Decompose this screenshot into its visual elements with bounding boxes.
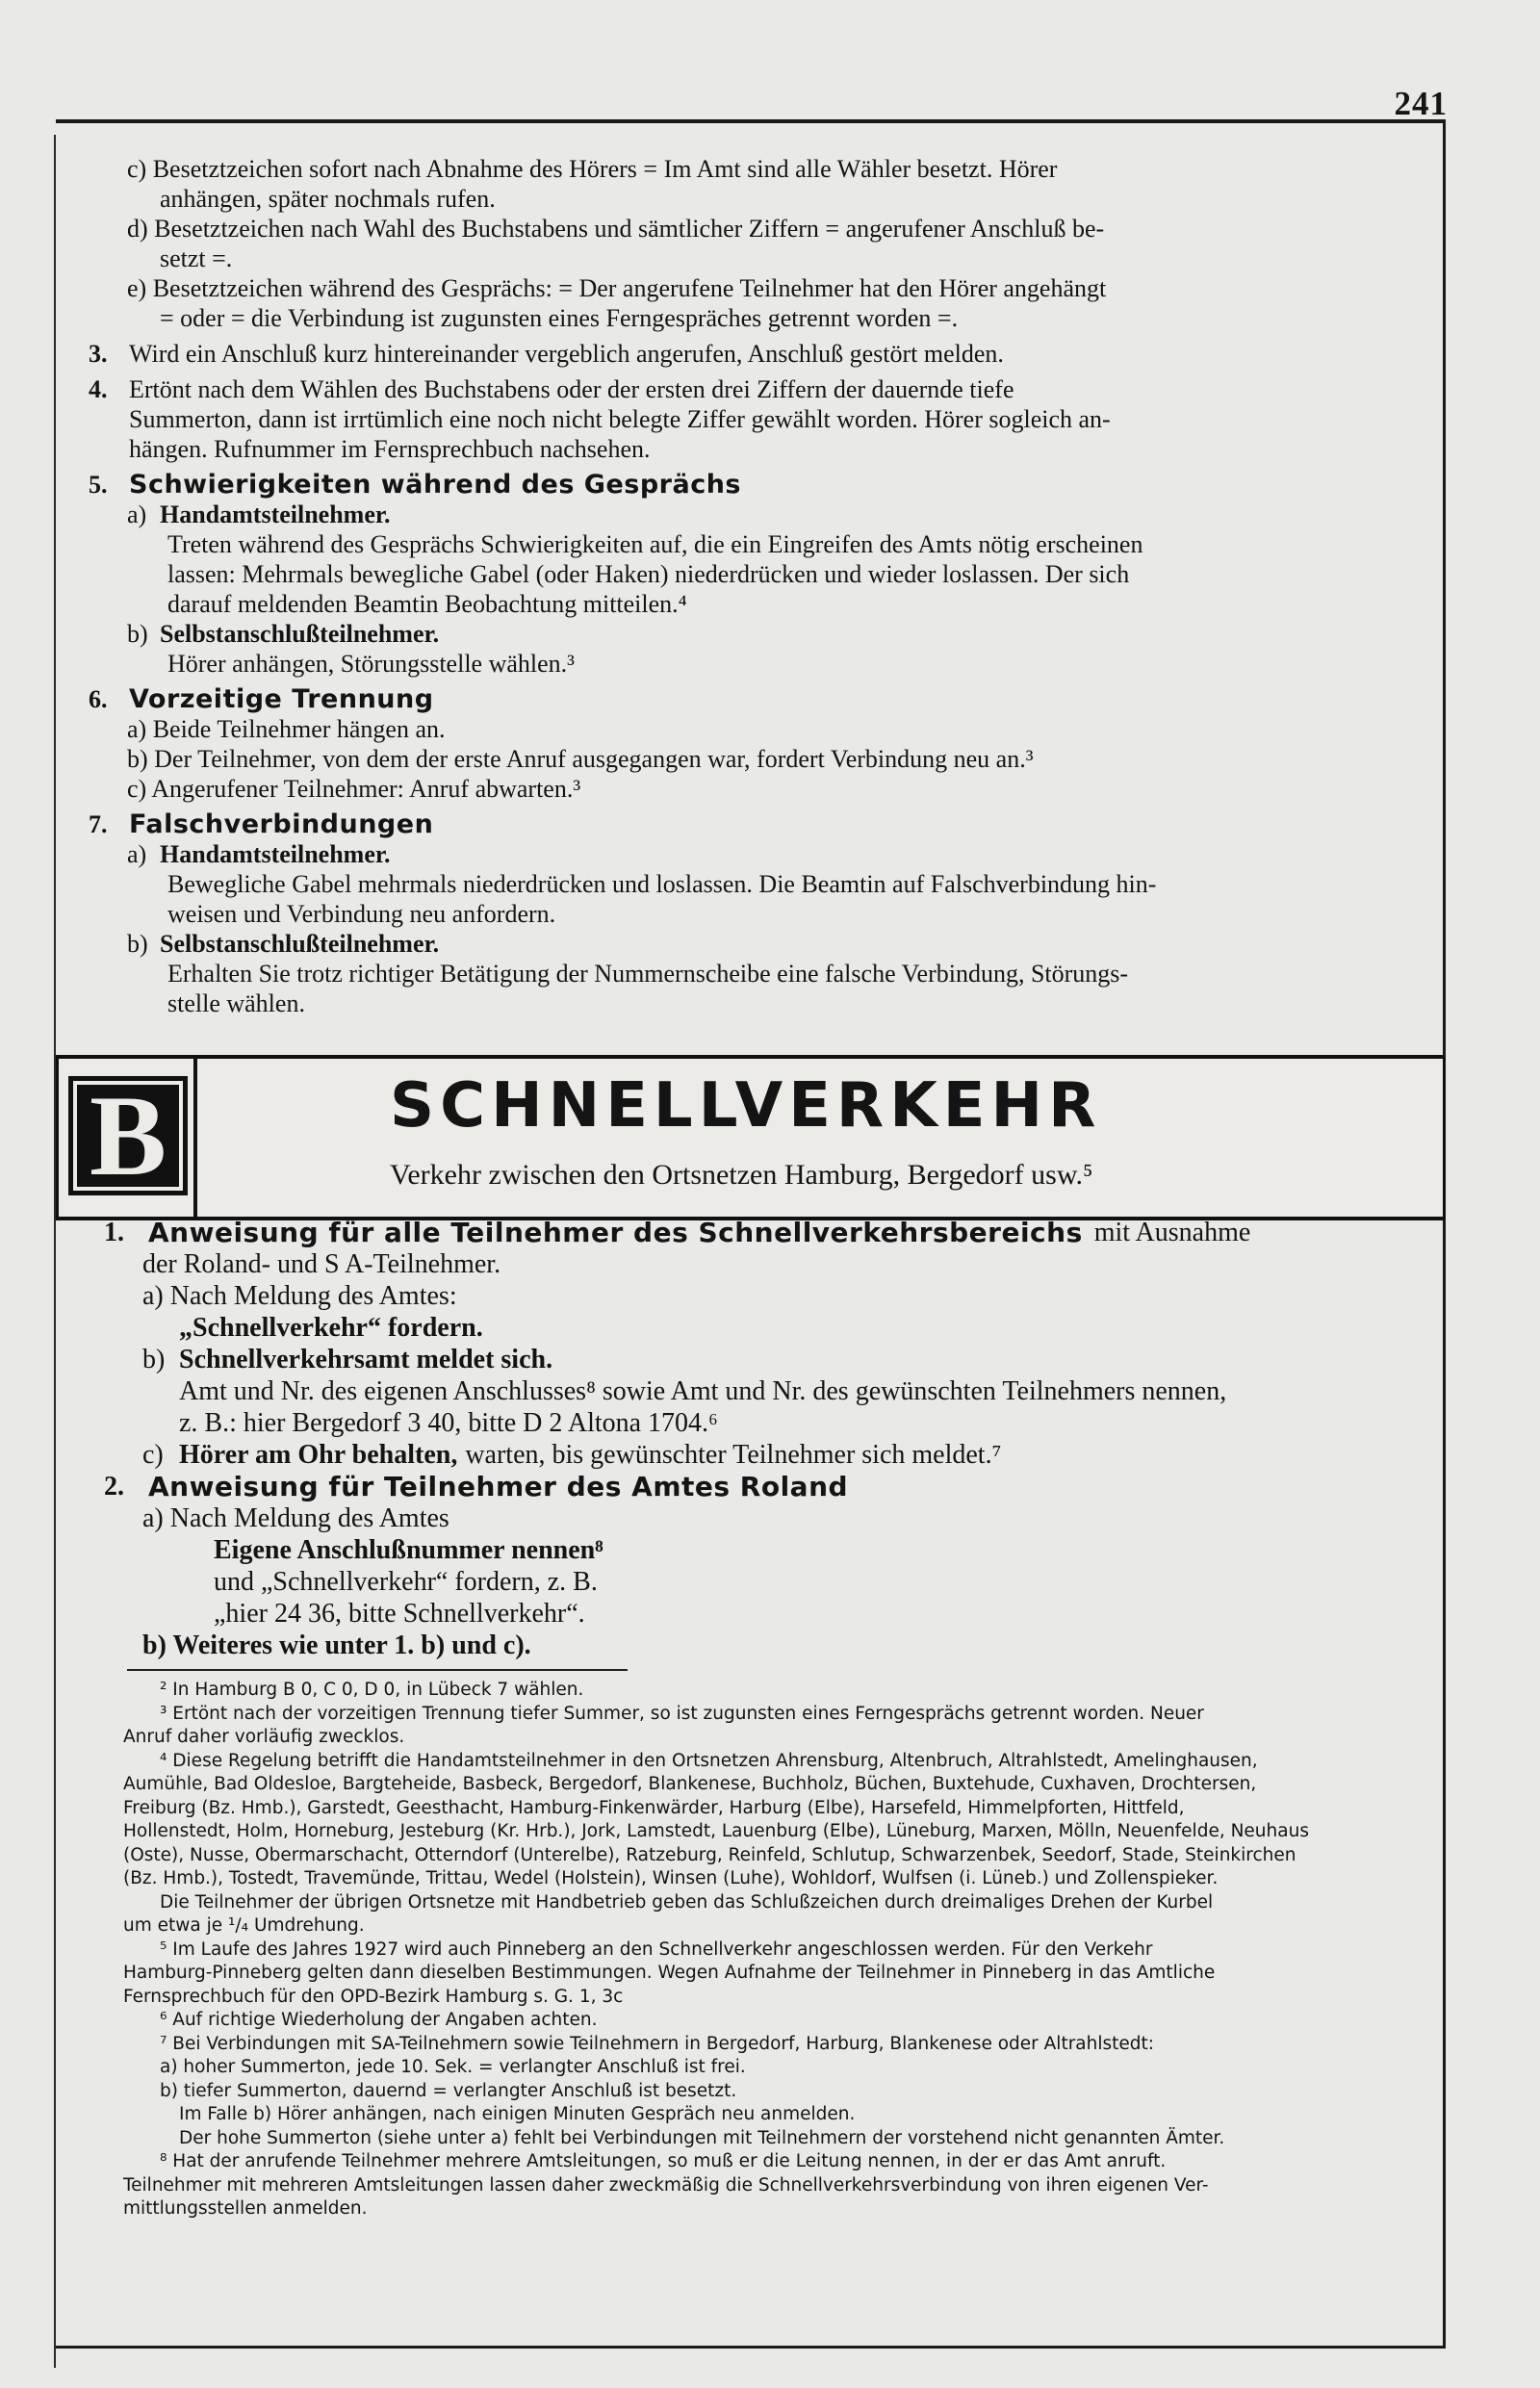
section-5a-line3: darauf meldenden Beamtin Beobachtung mitteilen.⁴ — [167, 590, 687, 618]
instruction-2a-line1: Eigene Anschlußnummer nennen⁸ — [214, 1535, 603, 1565]
footnote-4-line4: Hollenstedt, Holm, Horneburg, Jesteburg (Kr. Hrb.), Jork, Lamstedt, Lauenburg (Elbe), Lüneburg, Marxen, Mölln, Neuenfelde, Neuhaus — [123, 1821, 1309, 1841]
section-7b-label: b) — [127, 930, 148, 958]
instruction-1-title: Anweisung für alle Teilnehmer des Schnellverkehrsbereichs — [148, 1217, 1083, 1248]
footnote-4-line5: (Oste), Nusse, Obermarschacht, Otterndorf (Unterelbe), Ratzeburg, Reinfeld, Schlutup, Schwarzenbek, Seedorf, Stade, Steinkirchen — [123, 1844, 1296, 1865]
footnote-4-line3: Freiburg (Bz. Hmb.), Garstedt, Geesthacht, Hamburg-Finkenwärder, Harburg (Elbe), Harsefeld, Himmelpforten, Hittfeld, — [123, 1797, 1185, 1818]
instruction-1-number: 1. — [104, 1218, 124, 1247]
section-5a-line1: Treten während des Gesprächs Schwierigkeiten auf, die ein Eingreifen des Amts nötig erscheinen — [167, 530, 1143, 558]
section-7b-heading — [123, 929, 1423, 959]
section-6-number: 6. — [89, 685, 108, 713]
paragraph-4-line1: Ertönt nach dem Wählen des Buchstabens oder der ersten drei Ziffern der dauernde tiefe — [129, 375, 1014, 403]
instruction-1b-line2: z. B.: hier Bergedorf 3 40, bitte D 2 Altona 1704.⁶ — [179, 1408, 718, 1438]
instruction-1b-title: Schnellverkehrsamt meldet sich. — [179, 1345, 553, 1374]
instruction-1b-heading — [123, 1344, 1432, 1375]
section-5-heading — [89, 470, 1423, 500]
instruction-2-title: Anweisung für Teilnehmer des Amtes Roland — [148, 1471, 849, 1502]
footnote-4-line7: Die Teilnehmer der übrigen Ortsnetze mit Handbetrieb geben das Schlußzeichen durch dreimaliges Drehen der Kurbel — [160, 1891, 1214, 1913]
section-5-title: Schwierigkeiten während des Gesprächs — [129, 470, 741, 500]
section-b-letter-box — [68, 1071, 188, 1199]
section-7a-heading — [123, 839, 1423, 869]
footnote-3-line2: Anruf daher vorläufig zwecklos. — [123, 1727, 405, 1747]
section-5b-title: Selbstanschlußteilnehmer. — [160, 620, 440, 648]
instruction-2a: a) Nach Meldung des Amtes — [142, 1503, 449, 1533]
instruction-1c — [123, 1439, 1432, 1471]
banner-divider — [193, 1059, 197, 1217]
instruction-2a-line3: „hier 24 36, bitte Schnellverkehr“. — [214, 1599, 585, 1629]
section-7b-title: Selbstanschlußteilnehmer. — [160, 930, 440, 958]
footnote-4-line2: Aumühle, Bad Oldesloe, Bargteheide, Basbeck, Bergedorf, Blankenese, Buchholz, Büchen, Buxtehude, Cuxhaven, Drochtersen, — [123, 1774, 1257, 1794]
item-e-line2: = oder = die Verbindung ist zugunsten eines Ferngespräches getrennt worden =. — [160, 304, 959, 332]
section-7-heading — [89, 809, 1423, 839]
paragraph-3 — [89, 339, 1423, 369]
footnote-2: ² In Hamburg B 0, C 0, D 0, in Lübeck 7 wählen. — [160, 1680, 584, 1700]
instruction-1-line2: der Roland- und S A-Teilnehmer. — [142, 1249, 501, 1279]
section-6c: c) Angerufener Teilnehmer: Anruf abwarten.³ — [127, 775, 581, 803]
section-7a-line1: Bewegliche Gabel mehrmals niederdrücken und loslassen. Die Beamtin auf Falschverbindung hin- — [167, 870, 1157, 898]
paragraph-4 — [89, 374, 1423, 404]
section-6-heading — [89, 684, 1423, 714]
banner-subtitle: Verkehr zwischen den Ortsnetzen Hamburg, Bergedorf usw.⁵ — [390, 1159, 1093, 1191]
footnote-4-line1: ⁴ Diese Regelung betrifft die Handamtsteilnehmer in den Ortsnetzen Ahrensburg, Altenbruch, Altrahlstedt, Amelinghausen, — [160, 1750, 1258, 1771]
instruction-1c-tail: warten, bis gewünschter Teilnehmer sich meldet.⁷ — [465, 1440, 1002, 1470]
footnote-rule — [127, 1669, 628, 1671]
footnote-8-line3: mittlungsstellen anmelden. — [123, 2198, 368, 2219]
section-5a-line2: lassen: Mehrmals bewegliche Gabel (oder Haken) niederdrücken und wieder loslassen. Der sich — [167, 560, 1130, 588]
footnote-8-line1: ⁸ Hat der anrufende Teilnehmer mehrere Amtsleitungen, so muß er die Leitung nennen, in der er das Amt anruft. — [160, 2151, 1167, 2171]
section-6b: b) Der Teilnehmer, von dem der erste Anruf ausgegangen war, fordert Verbindung neu an.³ — [127, 745, 1034, 773]
paragraph-3-text: Wird ein Anschluß kurz hintereinander vergeblich angerufen, Anschluß gestört melden. — [129, 340, 1004, 368]
footnote-7-line1: ⁷ Bei Verbindungen mit SA-Teilnehmern sowie Teilnehmern in Bergedorf, Harburg, Blankenese oder Altrahlstedt: — [160, 2033, 1155, 2054]
section-7b-line2: stelle wählen. — [167, 989, 305, 1017]
footnote-7-line3: b) tiefer Summerton, dauernd = verlangter Anschluß ist besetzt. — [160, 2080, 737, 2101]
section-7b-line1: Erhalten Sie trotz richtiger Betätigung der Nummernscheibe eine falsche Verbindung, Störungs- — [167, 960, 1129, 988]
paragraph-3-number: 3. — [89, 340, 108, 368]
instruction-1b-line1: Amt und Nr. des eigenen Anschlusses⁸ sowie Amt und Nr. des gewünschten Teilnehmers nennen, — [179, 1376, 1227, 1406]
instruction-1c-title: Hörer am Ohr behalten, — [179, 1440, 458, 1470]
banner-title: SCHNELLVERKEHR — [390, 1070, 1102, 1142]
section-5a-label: a) — [127, 501, 147, 528]
footnote-4-line8: um etwa je ¹/₄ Umdrehung. — [123, 1915, 365, 1936]
footnote-7-line2: a) hoher Summerton, jede 10. Sek. = verlangter Anschluß ist frei. — [160, 2057, 746, 2077]
item-e-line1: e) Besetztzeichen während des Gesprächs: = Der angerufene Teilnehmer hat den Hörer angehängt — [127, 274, 1107, 302]
item-c-line1: c) Besetztzeichen sofort nach Abnahme des Hörers = Im Amt sind alle Wähler besetzt. Hörer — [127, 155, 1058, 183]
instruction-1a-line2: „Schnellverkehr“ fordern. — [179, 1313, 483, 1343]
section-7-number: 7. — [89, 810, 108, 838]
section-7-title: Falschverbindungen — [129, 809, 434, 839]
footnote-7-line5: Der hohe Summerton (siehe unter a) fehlt bei Verbindungen mit Teilnehmern der vorstehend nicht genannten Ämter. — [179, 2127, 1225, 2148]
footnote-8-line2: Teilnehmer mit mehreren Amtsleitungen lassen daher zweckmäßig die Schnellverkehrsverbindung von ihren eigenen Ver- — [123, 2174, 1209, 2195]
section-7a-title: Handamtsteilnehmer. — [160, 840, 391, 868]
instruction-2-heading — [104, 1471, 1432, 1502]
footnote-5-line3: Fernsprechbuch für den OPD-Bezirk Hamburg s. G. 1, 3c — [123, 1986, 624, 2007]
section-5b-line1: Hörer anhängen, Störungsstelle wählen.³ — [167, 650, 575, 678]
paragraph-4-line3: hängen. Rufnummer im Fernsprechbuch nachsehen. — [129, 435, 651, 463]
paragraph-4-number: 4. — [89, 375, 108, 403]
section-5b-label: b) — [127, 620, 148, 648]
footnote-5-line1: ⁵ Im Laufe des Jahres 1927 wird auch Pinneberg an den Schnellverkehr angeschlossen werden. Für den Verkehr — [160, 1939, 1153, 1960]
footnote-3-line1: ³ Ertönt nach der vorzeitigen Trennung tiefer Summer, so ist zugunsten eines Ferngesprächs getrennt worden. Neuer — [160, 1703, 1204, 1724]
upper-section — [89, 154, 1423, 1018]
lower-section — [104, 1217, 1432, 2221]
paragraph-4-line2: Summerton, dann ist irrtümlich eine noch nicht belegte Ziffer gewählt worden. Hörer sogleich an- — [129, 405, 1111, 433]
section-6-title: Vorzeitige Trennung — [129, 684, 434, 714]
item-d-line2: setzt =. — [160, 244, 233, 272]
section-6a: a) Beide Teilnehmer hängen an. — [127, 715, 446, 743]
page-number: 241 — [1394, 85, 1448, 122]
instruction-1-tail: mit Ausnahme — [1093, 1218, 1251, 1247]
instruction-1b-label: b) — [142, 1345, 166, 1374]
instruction-2b: b) Weiteres wie unter 1. b) und c). — [142, 1631, 531, 1660]
item-d-line1: d) Besetztzeichen nach Wahl des Buchstabens und sämtlicher Ziffern = angerufener Anschluß be- — [127, 215, 1105, 243]
section-7a-label: a) — [127, 840, 147, 868]
footnote-5-line2: Hamburg-Pinneberg gelten dann dieselben Bestimmungen. Wegen Aufnahme der Teilnehmer in Pinneberg in das Amtliche — [123, 1963, 1216, 1983]
footnote-4-line6: (Bz. Hmb.), Tostedt, Travemünde, Trittau, Wedel (Holstein), Winsen (Luhe), Wohldorf, Wulfsen (i. Lüneb.) und Zollenspieker. — [123, 1868, 1219, 1888]
footnote-6: ⁶ Auf richtige Wiederholung der Angaben achten. — [160, 2010, 598, 2030]
instruction-1a: a) Nach Meldung des Amtes: — [142, 1281, 457, 1311]
instruction-1c-label: c) — [142, 1440, 164, 1470]
footnotes — [123, 1679, 1432, 2221]
section-b-letter: B — [89, 1071, 167, 1199]
section-5b-heading — [123, 619, 1423, 649]
footnote-7-line4: Im Falle b) Hörer anhängen, nach einigen Minuten Gespräch neu anmelden. — [179, 2104, 856, 2124]
item-c-line2: anhängen, später nochmals rufen. — [160, 185, 496, 213]
section-5-number: 5. — [89, 471, 108, 499]
instruction-2-number: 2. — [104, 1472, 124, 1502]
section-7a-line2: weisen und Verbindung neu anfordern. — [167, 900, 556, 928]
section-b-banner — [56, 1055, 1446, 1220]
instruction-2a-line2: und „Schnellverkehr“ fordern, z. B. — [214, 1567, 598, 1597]
instruction-1-heading — [104, 1217, 1432, 1248]
section-5a-title: Handamtsteilnehmer. — [160, 501, 391, 528]
section-5a-heading — [123, 500, 1423, 529]
